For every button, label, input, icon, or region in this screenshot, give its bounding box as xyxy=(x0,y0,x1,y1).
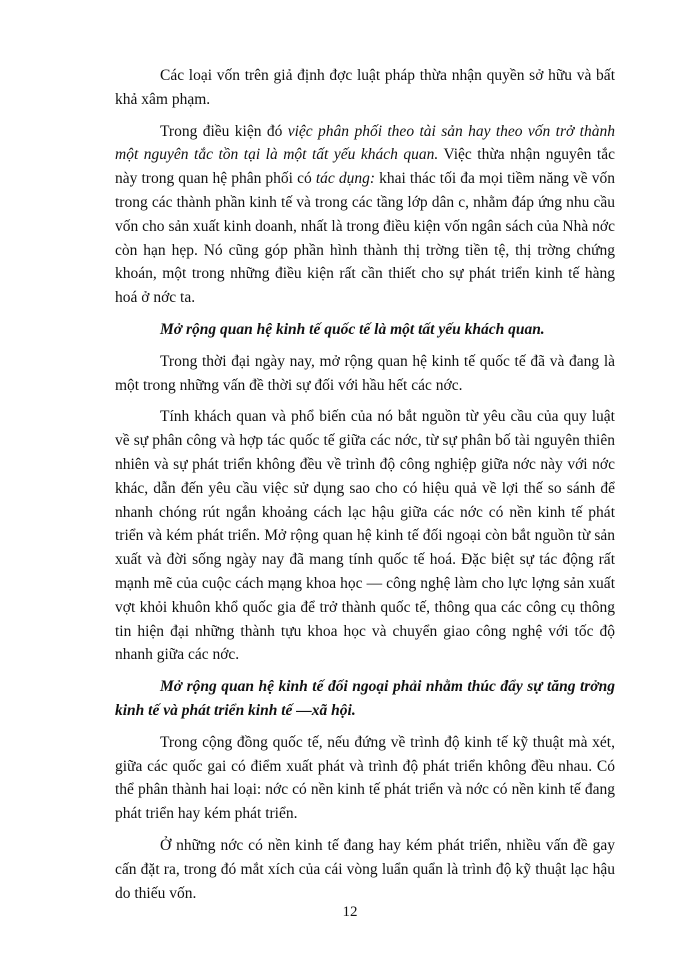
body-paragraph xyxy=(115,405,615,667)
text-run: Ở những nớc có nền kinh tế đang hay kém phát triển, nhiều vấn đề gay cấn đặt ra, trong đó mắt xích của cái vòng luẩn quẩn là trình độ kỹ thuật lạc hậu do thiếu vốn. xyxy=(115,836,615,902)
section-heading xyxy=(115,675,615,723)
text-run: Trong cộng đồng quốc tế, nếu đứng về trình độ kinh tế kỹ thuật mà xét, giữa các quốc gai có điểm xuất phát và trình độ phát triển không đều nhau. Có thể phân thành hai loại: nớc có nền kinh tế phát triển và nớc có nền kinh tế đang phát triển hay kém phát triển. xyxy=(115,733,615,823)
text-run: khai thác tối đa mọi tiềm năng về vốn trong các thành phần kinh tế và trong các tầng lớp dân c, nhằm đáp ứng nhu cầu vốn cho sản xuất kinh doanh, nhất là trong điều kiện vốn ngân sách của Nhà nớc còn hạn hẹp. Nó cũng góp phần hình thành thị trờng tiền tệ, thị trờng chứng khoán, một trong những điều kiện rất cần thiết cho sự phát triển kinh tế hàng hoá ở nớc ta. xyxy=(115,170,615,307)
body-paragraph xyxy=(115,834,615,905)
section-heading xyxy=(115,318,615,342)
page-number: 12 xyxy=(342,904,358,920)
text-run: Tính khách quan và phổ biến của nó bắt nguồn từ yêu cầu của quy luật về sự phân công và hợp tác quốc tế giữa các nớc, từ sự phân bố tài nguyên thiên nhiên và sự phát triển không đều về trình độ công nghiệp giữa nớc này với nớc khác, dẫn đến yêu cầu việc sử dụng sao cho có hiệu quả về lợi thế so sánh để nhanh chóng rút ngắn khoảng cách lạc hậu giữa các nớc có nền kinh tế phát triển và kém phát triển. Mở rộng quan hệ kinh tế đối ngoại còn bắt nguồn từ sản xuất và đời sống ngày nay đã mang tính quốc tế hoá. Đặc biệt sự tác động rất mạnh mẽ của cuộc cách mạng khoa học — công nghệ làm cho lực lợng sản xuất vợt khỏi khuôn khổ quốc gia để trở thành quốc tế, thông qua các công cụ thông tin hiện đại những thành tựu khoa học và chuyển giao công nghệ với tốc độ nhanh giữa các nớc. xyxy=(115,408,615,664)
text-run: Trong điều kiện đó xyxy=(160,122,288,140)
document-page xyxy=(115,64,615,913)
body-paragraph xyxy=(115,120,615,310)
italic-text-run: Mở rộng quan hệ kinh tế đối ngoại phải nhằm thúc đẩy sự tăng trởng kinh tế và phát triển kinh tế —xã hội. xyxy=(115,678,615,719)
text-run: Việc thừa nhận nguyên tắc này trong quan hệ phân phối có xyxy=(115,146,615,188)
body-paragraph xyxy=(115,731,615,826)
italic-text-run: Mở rộng quan hệ kinh tế quốc tế là một tất yếu khách quan. xyxy=(160,320,545,338)
body-paragraph xyxy=(115,350,615,398)
text-run: Trong thời đại ngày nay, mở rộng quan hệ kinh tế quốc tế đã và đang là một trong những vấn đề thời sự đối với hầu hết các nớc. xyxy=(115,352,615,394)
italic-text-run: việc phân phối theo tài sản hay theo vốn trở thành một nguyên tắc tồn tại là một tất yếu khách quan. xyxy=(115,122,615,164)
text-run: Các loại vốn trên giả định đợc luật pháp thừa nhận quyền sở hữu và bất khả xâm phạm. xyxy=(115,67,615,108)
italic-text-run: tác dụng: xyxy=(315,170,376,188)
body-paragraph xyxy=(115,64,615,112)
